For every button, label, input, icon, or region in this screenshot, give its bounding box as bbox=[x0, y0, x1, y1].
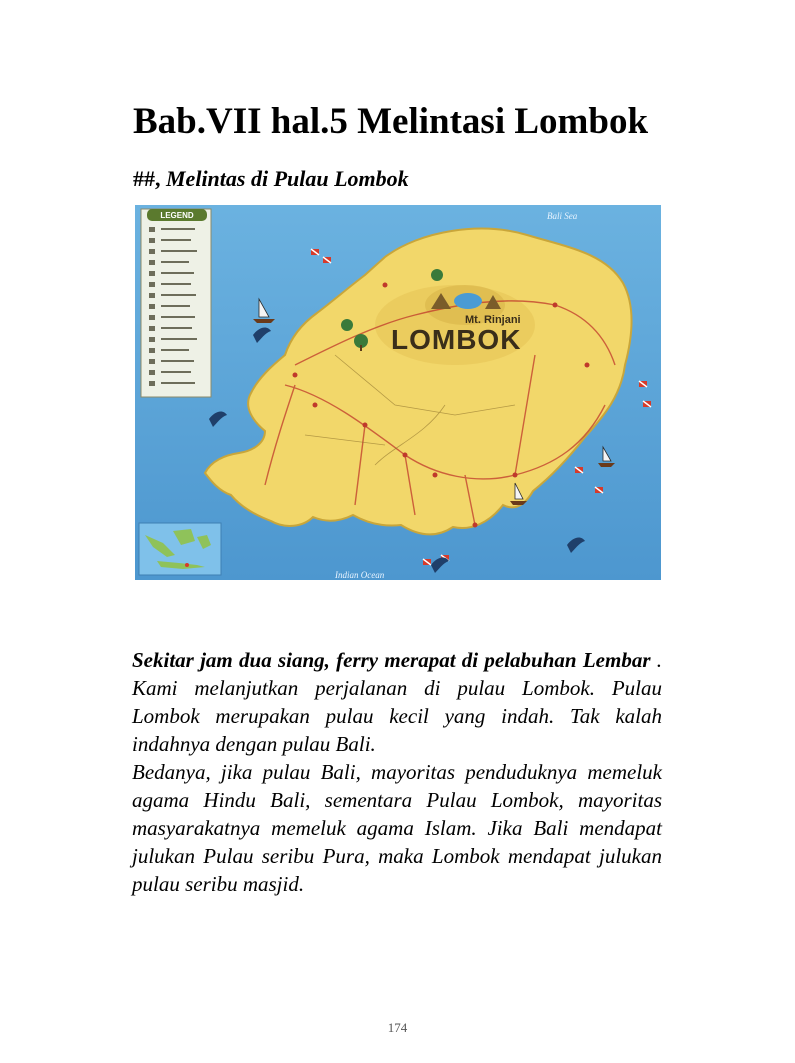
page-number: 174 bbox=[387, 1020, 408, 1035]
section-subtitle bbox=[133, 166, 409, 192]
sea-north-label: Bali Sea bbox=[547, 211, 578, 221]
subtitle-text: Melintas di Pulau Lombok bbox=[166, 166, 409, 191]
paragraph-1 bbox=[132, 646, 662, 758]
island-label: LOMBOK bbox=[391, 324, 522, 355]
lombok-map-image bbox=[135, 205, 661, 580]
inset-map bbox=[139, 523, 221, 575]
map-legend bbox=[141, 209, 211, 397]
paragraph-1-rest: . Kami melanjutkan perjalanan di pulau Lombok. Pulau Lombok merupakan pulau kecil yang indah. Tak kalah indahnya dengan pulau Bali. bbox=[132, 648, 663, 756]
mountain-label: Mt. Rinjani bbox=[465, 314, 521, 326]
page-title: Bab.VII hal.5 Melintasi Lombok bbox=[133, 101, 649, 142]
legend-title: LEGEND bbox=[160, 211, 194, 220]
lake bbox=[454, 293, 482, 309]
subtitle-prefix: ##, bbox=[133, 166, 166, 191]
paragraph-2: Bedanya, jika pulau Bali, mayoritas penduduknya memeluk agama Hindu Bali, sementara Pulau Lombok, mayoritas masyarakatnya memeluk agama Islam. Jika Bali mendapat julukan Pulau seribu Pura, maka Lombok mendapat julukan pulau seribu masjid. bbox=[132, 760, 662, 896]
paragraph-1-bold: Sekitar jam dua siang, ferry merapat di pelabuhan Lembar bbox=[132, 648, 651, 672]
body-text bbox=[132, 646, 662, 898]
sea-south-label: Indian Ocean bbox=[335, 570, 385, 580]
